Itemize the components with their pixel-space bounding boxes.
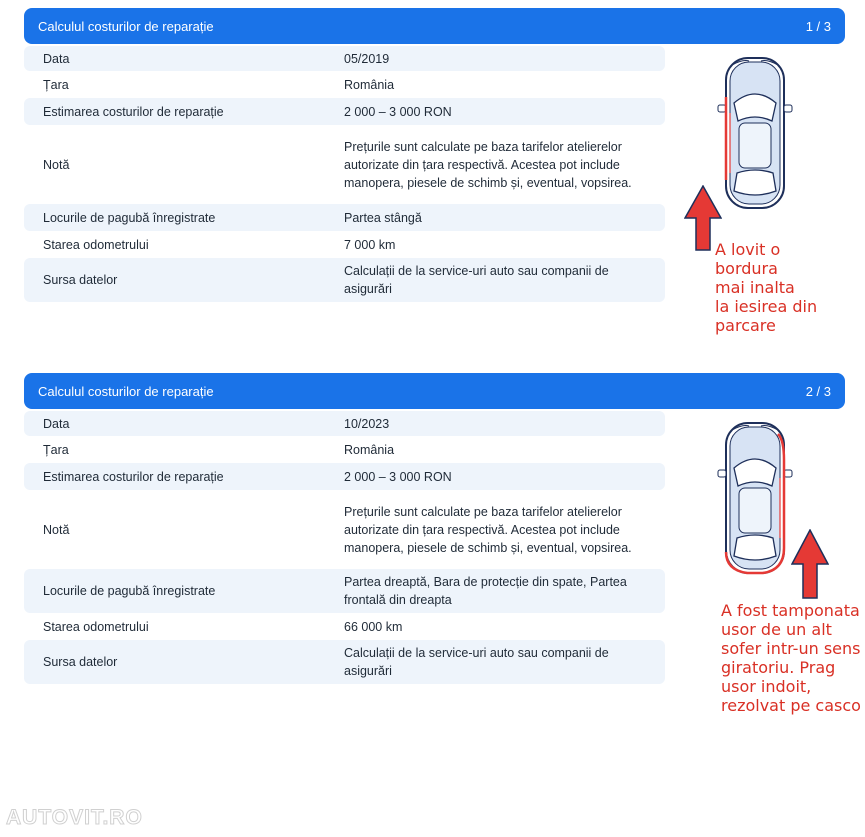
row-value: Prețurile sunt calculate pe baza tarifelor atelierelor autorizate din țara respectivă. Acestea pot include manopera, piesele de schimb și, eventual, vopsirea. — [344, 504, 632, 555]
row-value: 2 000 – 3 000 RON — [344, 104, 452, 119]
autovit-watermark: AUTOVIT.RO — [6, 806, 143, 829]
row-value: Calculații de la service-uri auto sau companii de asigurări — [344, 264, 609, 296]
damage-annotation-1: A lovit o bordura mai inalta la iesirea din parcare — [715, 240, 818, 335]
table-row — [24, 490, 665, 569]
row-label: Notă — [43, 157, 70, 172]
table-row — [24, 640, 665, 684]
table-row — [24, 436, 665, 463]
row-label: Data — [43, 416, 70, 431]
row-value: 7 000 km — [344, 237, 396, 252]
card-header — [24, 373, 845, 409]
table-row — [24, 98, 665, 125]
row-label: Starea odometrului — [43, 619, 149, 634]
arrow-up-icon — [791, 529, 829, 599]
table-row — [24, 204, 665, 231]
row-label: Țara — [43, 77, 69, 92]
row-value: 10/2023 — [344, 416, 390, 431]
row-value: 2 000 – 3 000 RON — [344, 469, 452, 484]
row-label: Sursa datelor — [43, 273, 118, 287]
table-row — [24, 71, 665, 98]
row-value: Prețurile sunt calculate pe baza tarifelor atelierelor autorizate din țara respectivă. Acestea pot include manopera, piesele de schimb și, eventual, vopsirea. — [344, 139, 632, 190]
row-value: România — [344, 77, 395, 92]
row-value: Calculații de la service-uri auto sau companii de asigurări — [344, 646, 609, 678]
row-label: Sursa datelor — [43, 655, 118, 669]
row-label: Locurile de pagubă înregistrate — [43, 584, 216, 598]
row-value: 05/2019 — [344, 51, 390, 66]
table-row — [24, 125, 665, 204]
table-row — [24, 46, 665, 71]
row-label: Estimarea costurilor de reparație — [43, 104, 224, 119]
card-title: Calculul costurilor de reparație — [38, 383, 214, 399]
table-row — [24, 231, 665, 258]
table-row — [24, 411, 665, 436]
table-row — [24, 613, 665, 640]
row-value: 66 000 km — [344, 619, 403, 634]
row-value: Partea stângă — [344, 210, 422, 225]
row-label: Țara — [43, 442, 69, 457]
table-row — [24, 463, 665, 490]
car-damage-diagram-1 — [715, 55, 795, 213]
card-page-indicator: 2 / 3 — [805, 383, 831, 399]
card-title: Calculul costurilor de reparație — [38, 18, 214, 34]
row-label: Data — [43, 51, 70, 66]
details-table — [24, 411, 665, 684]
details-table — [24, 46, 665, 302]
damage-annotation-2: A fost tamponata usor de un alt sofer intr-un sens giratoriu. Prag usor indoit, rezolvat pe casco — [721, 601, 861, 715]
row-label: Starea odometrului — [43, 237, 149, 252]
table-row — [24, 569, 665, 613]
card-page-indicator: 1 / 3 — [805, 18, 831, 34]
row-value: România — [344, 442, 395, 457]
row-label: Locurile de pagubă înregistrate — [43, 210, 216, 225]
table-row — [24, 258, 665, 302]
car-damage-diagram-2 — [715, 420, 795, 578]
row-value: Partea dreaptă, Bara de protecție din spate, Partea frontală din dreapta — [344, 575, 627, 607]
row-label: Estimarea costurilor de reparație — [43, 469, 224, 484]
card-header — [24, 8, 845, 44]
row-label: Notă — [43, 522, 70, 537]
